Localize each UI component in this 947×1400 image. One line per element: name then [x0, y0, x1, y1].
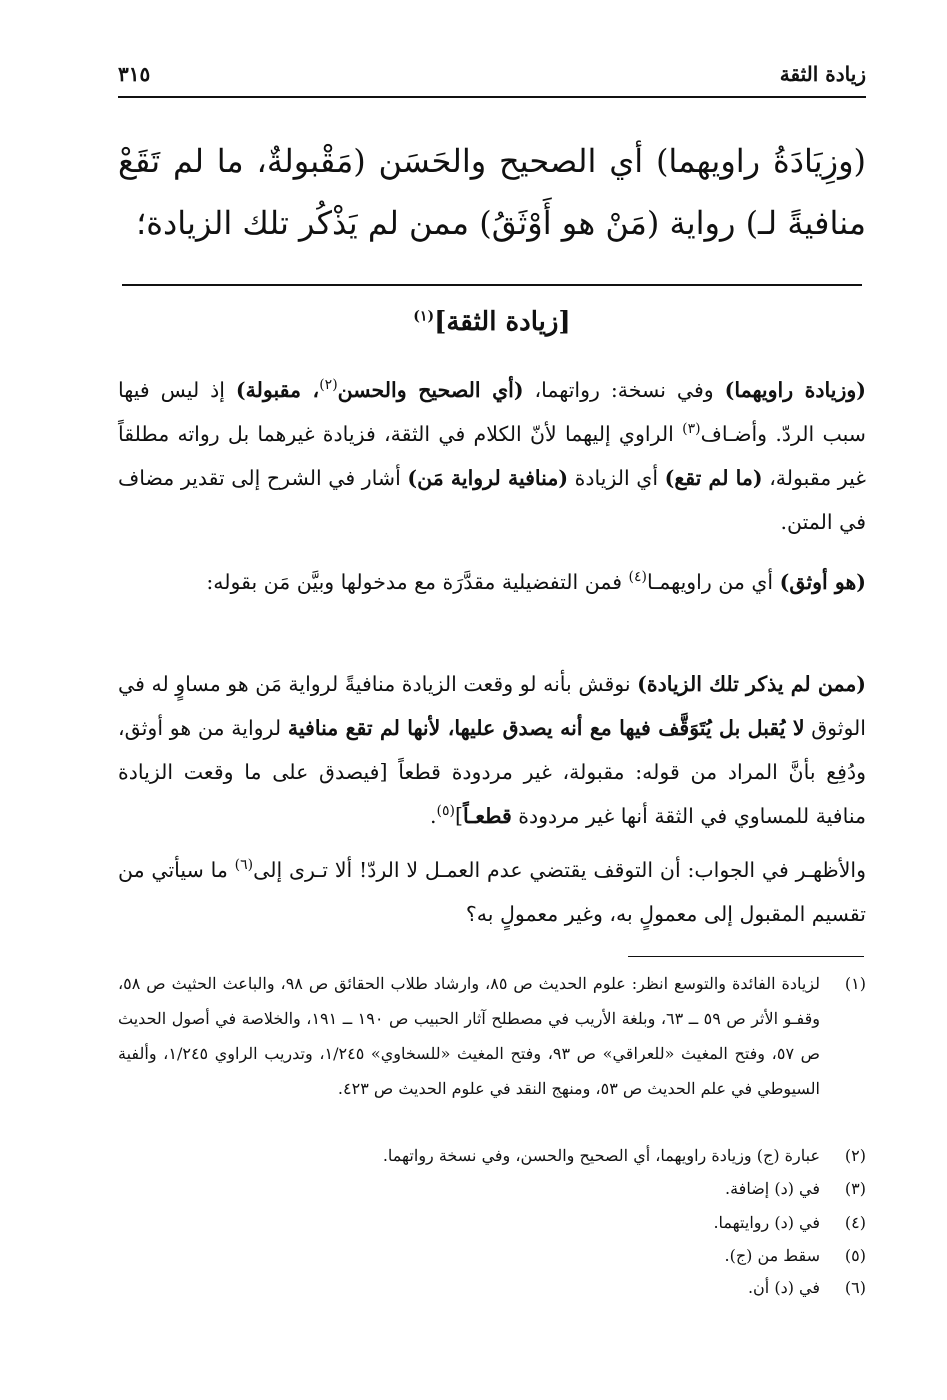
matn-quote: (ممن لم يذكر تلك الزيادة) — [637, 672, 866, 696]
matn-quote: (وزيادة راويهما) — [724, 378, 866, 402]
footnote-ref: (٣) — [682, 421, 701, 438]
footnote-separator — [628, 956, 864, 957]
commentary-text: ] — [454, 804, 463, 828]
footnote-4 — [118, 1205, 866, 1240]
footnote-number: (٦) — [844, 1278, 866, 1297]
commentary-text: أي من راويهمـا — [647, 570, 780, 594]
footnote-ref: (٢) — [319, 377, 338, 394]
matn-separator — [122, 284, 862, 286]
commentary-text: فمن التفضيلية مقدَّرَة مع مدخولها وبيَّن مَن بقوله: — [206, 570, 629, 594]
footnote-5 — [118, 1238, 866, 1273]
footnote-text: في (د) أن. — [747, 1278, 820, 1297]
page-number: ٣١٥ — [118, 62, 151, 86]
commentary-text: أشار في الشرح إلى تقدير مضاف في المتن. — [118, 466, 866, 534]
footnote-ref: (٤) — [628, 569, 648, 586]
footnote-text: لزيادة الفائدة والتوسع انظر: علوم الحديث ص ٨٥، وارشاد طلاب الحقائق ص ٩٨، والباعث الحثيث ص ٥٨، وقفـو الأثر ص ٥٩ ــ ٦٣، وبلغة الأريب في مصطلح آثار الحبيب ص ١٩٠ ــ ١٩١، والخلاصة في أصول الحديث ص ٥٧، وفتح المغيث «للعراقي» ص ٩٣، وفتح المغيث «للسخاوي» ١/٢٤٥، وتدريب الراوي ١/٢٤٥، وألفية السيوطي في علم الحديث ص ٥٣، ومنهج النقد في علوم الحديث ص ٤٢٣. — [118, 974, 821, 1098]
header-rule — [118, 96, 866, 98]
commentary-text: نوقش بأنه لو وقعت الزيادة منافيةً لرواية مَن هو مساوٍ له في الوثوق — [118, 672, 866, 740]
footnote-number: (٣) — [844, 1179, 866, 1198]
commentary-text: والأظهـر في الجواب: أن التوقف يقتضي عدم العمـل لا الردّ! ألا تـرى إلى — [253, 858, 866, 882]
commentary-text: الراوي إليهما لأنّ الكلام في الثقة، فزيادة غيرهما بل رواته مطلقاً غير مقبولة، — [118, 422, 866, 490]
section-title-text: [زيادة الثقة] — [434, 307, 571, 337]
commentary-text: وفي نسخة: رواتهما، — [523, 378, 725, 402]
commentary-text: لرواية من هو أوثق، ودُفِع بأنَّ المراد من قوله: مقبولة، غير مردودة قطعاً [فيصدق على ما وقعت الزيادة منافية للمساوي في الثقة أنها غير مردودة — [118, 716, 866, 828]
bold-text: قطعـاً — [462, 804, 512, 828]
footnote-1 — [118, 966, 866, 1106]
footnote-text: في (د) إضافة. — [725, 1179, 820, 1198]
commentary-text: أي الزيادة — [568, 466, 665, 490]
commentary-paragraph-1 — [118, 368, 866, 544]
footnote-text: سقط من (ج). — [724, 1246, 820, 1265]
footnote-text: في (د) روايتهما. — [713, 1213, 820, 1232]
matn-quote: (منافية لرواية مَن) — [407, 466, 569, 490]
footnote-text: عبارة (ج) وزيادة راويهما، أي الصحيح والحسن، وفي نسخة رواتهما. — [382, 1146, 820, 1165]
matn-quote: (أي الصحيح والحسن — [337, 378, 524, 402]
commentary-paragraph-3 — [118, 662, 866, 838]
footnote-number: (٤) — [844, 1213, 866, 1232]
footnote-6 — [118, 1270, 866, 1305]
matn-quote: ، مقبولة) — [235, 378, 320, 402]
footnote-ref: (٦) — [234, 857, 254, 874]
commentary-text: إذ ليس فيها سبب الردّ. وأضـاف — [118, 378, 866, 446]
matn-text: (وزِيَادَةُ راويهما) أي الصحيح والحَسَن (مَقْبولةٌ، ما لم تَقَعْ منافيةً لـ) رواية (مَنْ هو أَوْثَقُ) ممن لم يَذْكُر تلك الزيادة؛ — [118, 142, 866, 242]
commentary-text: ما سيأتي من تقسيم المقبول إلى معمولٍ به، وغير معمولٍ به؟ — [118, 858, 866, 926]
footnote-number: (٥) — [844, 1246, 866, 1265]
commentary-paragraph-2 — [118, 560, 866, 604]
footnote-number: (١) — [844, 974, 866, 993]
matn-quote: (ما لم تقع) — [664, 466, 763, 490]
footnote-2 — [118, 1138, 866, 1173]
running-title: زيادة الثقة — [779, 62, 866, 86]
footnote-number: (٢) — [844, 1146, 866, 1165]
footnote-ref: (١) — [413, 308, 435, 325]
matn-quote: (هو أوثق) — [779, 570, 866, 594]
footnote-ref: (٥) — [436, 803, 455, 820]
commentary-text: . — [429, 804, 437, 828]
commentary-paragraph-4 — [118, 848, 866, 936]
section-title — [118, 300, 866, 344]
running-header — [118, 60, 866, 92]
footnote-3 — [118, 1171, 866, 1206]
bold-text: لا يُقبل بل يُتَوَقَّف فيها مع أنه يصدق عليها، لأنها لم تقع منافية — [287, 716, 805, 740]
